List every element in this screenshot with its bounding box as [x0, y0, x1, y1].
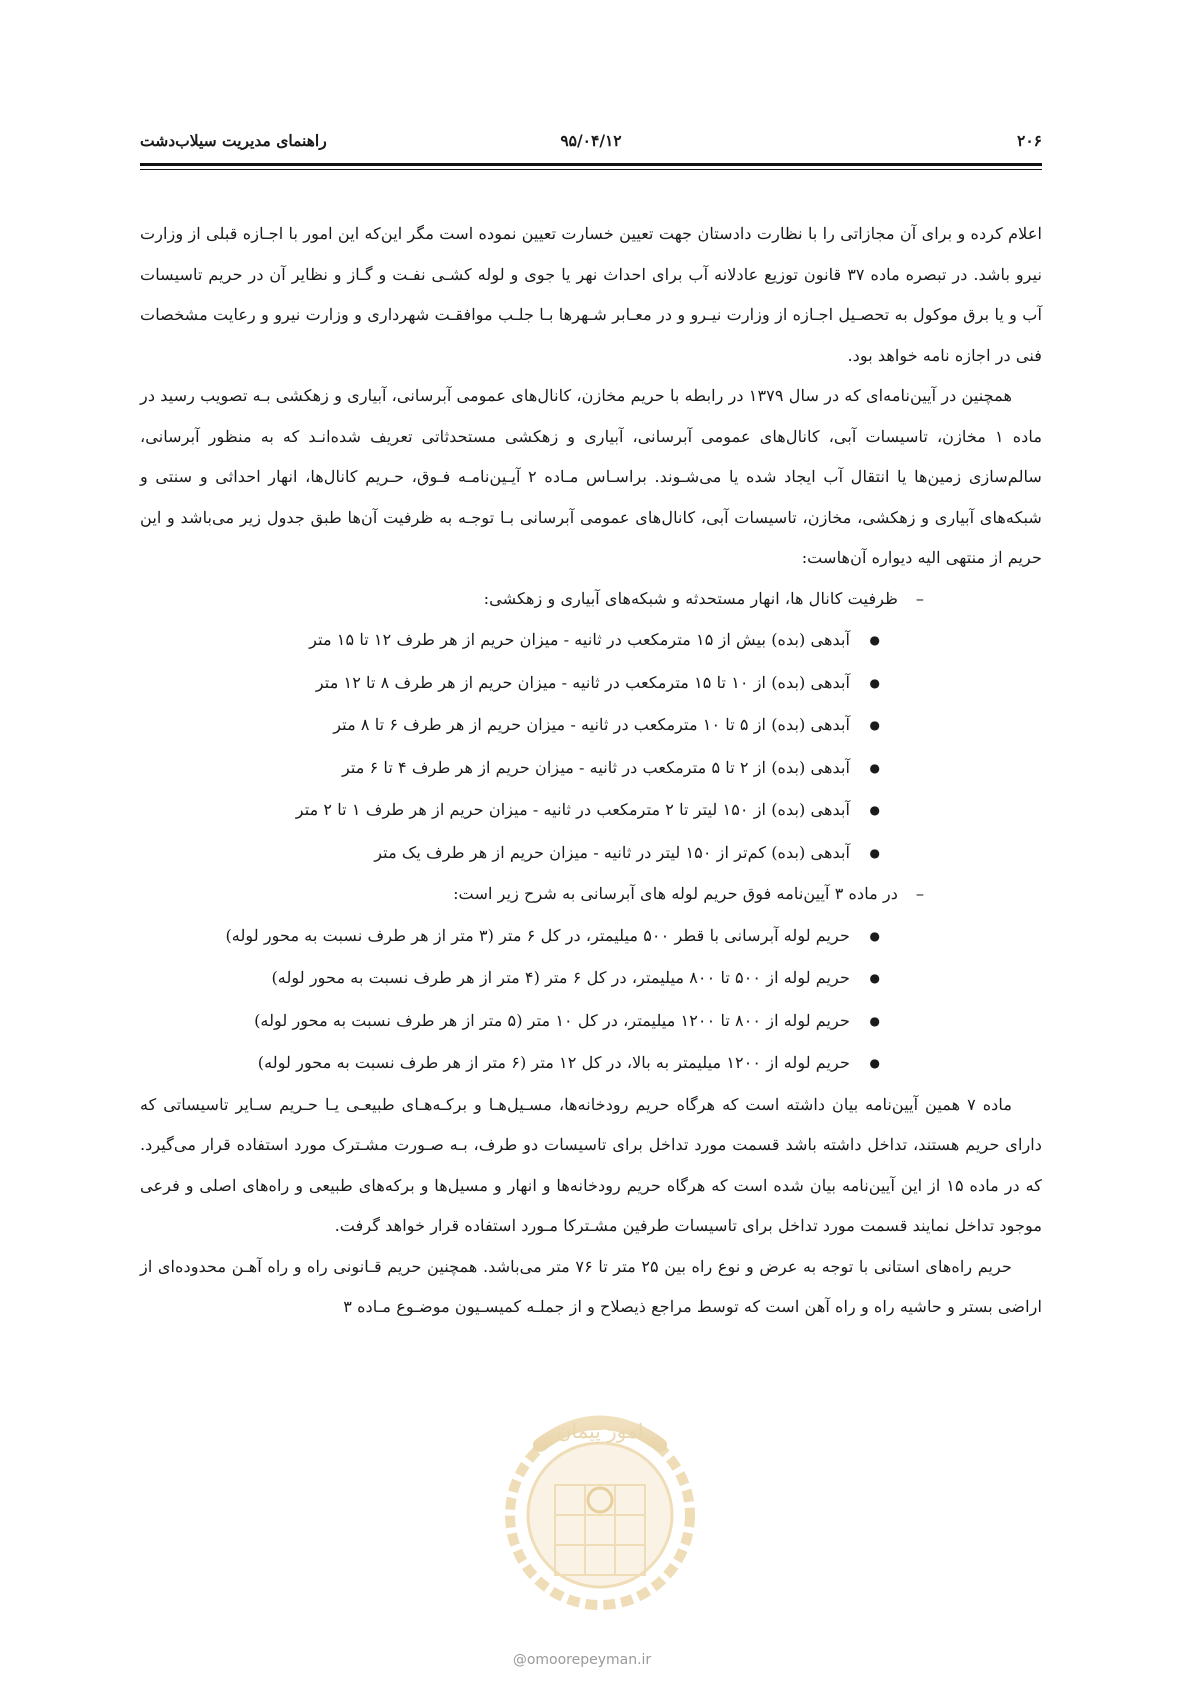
watermark-site: @omoorepeyman.ir — [512, 1652, 652, 1668]
bullet-icon: ● — [869, 928, 880, 943]
list-item: ● حریم لوله آبرسانی با قطر ۵۰۰ میلیمتر، در کل ۶ متر (۳ متر از هر طرف نسبت به محور لوله) — [140, 915, 1042, 958]
list-item: ● حریم لوله از ۱۲۰۰ میلیمتر به بالا، در کل ۱۲ متر (۶ متر از هر طرف نسبت به محور لوله) — [140, 1042, 1042, 1085]
page-header — [140, 128, 1042, 152]
list-item: ● آبدهی (بده) از ۱۰ تا ۱۵ مترمکعب در ثانیه - میزان حریم از هر طرف ۸ تا ۱۲ متر — [140, 662, 1042, 705]
header-rule-thick — [140, 163, 1042, 166]
header-rule-thin — [140, 169, 1042, 170]
list1-heading: – ظرفیت کانال ها، انهار مستحدثه و شبکه‌های آبیاری و زهکشی: — [140, 579, 1042, 620]
bullet-icon: ● — [869, 760, 880, 775]
body-text — [140, 214, 1042, 1328]
list-item: ● آبدهی (بده) بیش از ۱۵ مترمکعب در ثانیه - میزان حریم از هر طرف ۱۲ تا ۱۵ متر — [140, 619, 1042, 662]
list-item: ● آبدهی (بده) از ۱۵۰ لیتر تا ۲ مترمکعب در ثانیه - میزان حریم از هر طرف ۱ تا ۲ متر — [140, 789, 1042, 832]
list-item: ● آبدهی (بده) از ۲ تا ۵ مترمکعب در ثانیه - میزان حریم از هر طرف ۴ تا ۶ متر — [140, 747, 1042, 790]
dash-marker: – — [915, 884, 924, 903]
header-date: ۹۵/۰۴/۱۲ — [560, 130, 622, 150]
paragraph-4: حریم راه‌های استانی با توجه به عرض و نوع راه بین ۲۵ متر تا ۷۶ متر می‌باشد. همچنین حریم قـانونی راه و راه آهـن محدوده‌ای از اراضی بستر و حاشیه راه و راه آهن است که توسط مراجع ذیصلاح و از جملـه کمیسـیون موضـوع مـاده ۳ — [140, 1256, 1042, 1316]
bullet-icon: ● — [869, 803, 880, 817]
watermark-logo — [500, 1390, 700, 1640]
list-item: ● حریم لوله از ۵۰۰ تا ۸۰۰ میلیمتر، در کل ۶ متر (۴ متر از هر طرف نسبت به محور لوله) — [140, 957, 1042, 1000]
list-item: ● آبدهی (بده) کم‌تر از ۱۵۰ لیتر در ثانیه - میزان حریم از هر طرف یک متر — [140, 832, 1042, 875]
bullet-icon: ● — [869, 718, 880, 732]
dash-marker: – — [915, 588, 924, 608]
paragraph-1: اعلام کرده و برای آن مجازاتی را با نظارت دادستان جهت تعیین خسارت تعیین نموده است مگر این‌که این امور با اجـازه قبلی از وزارت نیرو باشد. در تبصره ماده ۳۷ قانون توزیع عادلانه آب برای احداث نهر یا جوی و لوله کشـی نفـت و گـاز و نظایر آن در حریم تاسیسات آب و یا برق موکول به تحصـیل اجـازه از وزارت نیـرو و در معـابر شـهرها بـا جلـب موافقـت شهرداری و وزارت نیرو و رعایت مشخصات فنی در اجازه نامه خواهد بود. — [140, 224, 1042, 365]
book-title: راهنمای مدیریت سیلاب‌دشت — [140, 130, 327, 150]
bullet-icon: ● — [869, 1013, 880, 1028]
bullet-icon: ● — [869, 1056, 880, 1070]
list2-heading: – در ماده ۳ آیین‌نامه فوق حریم لوله های آبرسانی به شرح زیر است: — [140, 874, 1042, 915]
paragraph-2: همچنین در آیین‌نامه‌ای که در سال ۱۳۷۹ در رابطه با حریم مخازن، کانال‌های عمومی آبرسانی، آبیاری و زهکشی بـه تصویب رسید در ماده ۱ مخازن، تاسیسات آبی، کانال‌های عمومی آبرسانی، آبیاری و زهکشی مستحدثاتی تعریف شده‌انـد که به منظور آبرسانی، سالم‌سازی زمین‌ها یا انتقال آب ایجاد شده یا می‌شـوند. براسـاس مـاده ۲ آیـین‌نامـه فـوق، حـریم کانال‌ها، انهار احداثی و سنتی و شبکه‌های آبیاری و زهکشی، مخازن، تاسیسات آبی، کانال‌های عمومی آبرسانی بـا توجـه به ظرفیت آن‌ها طبق جدول زیر می‌باشد و این حریم از منتهی الیه دیواره آن‌هاست: — [140, 386, 1042, 567]
paragraph-3: ماده ۷ همین آیین‌نامه بیان داشته است که هرگاه حریم رودخانه‌ها، مسـیل‌هـا و برکـه‌هـای طبیعـی یـا حـریم سـایر تاسیساتی که دارای حریم هستند، تداخل داشته باشد قسمت مورد تداخل برای تاسیسات دو طرف، بـه صـورت مشـترک مورد استفاده قرار می‌گیرد. که در ماده ۱۵ از این آیین‌نامه بیان شده است که هرگاه حریم رودخانه‌ها و انهار و مسیل‌ها و برکه‌های طبیعی و راه‌های اصلی و فرعی موجود تداخل نمایند قسمت مورد تداخل برای تاسیسات طرفین مشـترکا مـورد استفاده قرار خواهد گرفت. — [140, 1094, 1043, 1235]
bullet-icon: ● — [869, 633, 880, 647]
page-number: ۲۰۶ — [1017, 130, 1042, 150]
list-item: ● آبدهی (بده) از ۵ تا ۱۰ مترمکعب در ثانیه - میزان حریم از هر طرف ۶ تا ۸ متر — [140, 704, 1042, 747]
list-item: ● حریم لوله از ۸۰۰ تا ۱۲۰۰ میلیمتر، در کل ۱۰ متر (۵ متر از هر طرف نسبت به محور لوله) — [140, 1000, 1042, 1043]
bullet-icon: ● — [869, 675, 880, 690]
watermark-logo-text: امور پیمان — [556, 1419, 644, 1443]
bullet-icon: ● — [869, 971, 880, 985]
bullet-icon: ● — [869, 845, 880, 860]
